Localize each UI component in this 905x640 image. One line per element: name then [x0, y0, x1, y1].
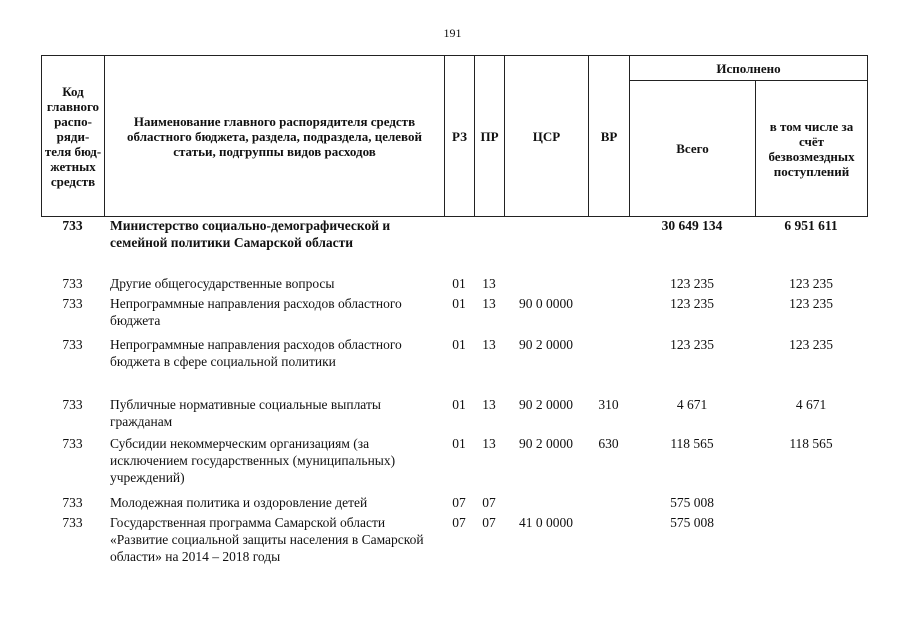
row-pr: 13	[482, 276, 496, 291]
table-body	[41, 217, 867, 569]
row-pr: 07	[482, 495, 496, 510]
header-vr: ВР	[589, 56, 630, 217]
row-code: 733	[62, 436, 83, 451]
row-code: 733	[62, 276, 83, 291]
row-total: 123 235	[670, 337, 714, 352]
header-name: Наименование главного распорядителя средств областного бюджета, раздела, подраздела, целевой статьи, подгруппы видов расходов	[105, 56, 445, 217]
header-executed: Исполнено	[630, 56, 868, 81]
row-rz: 01	[452, 337, 466, 352]
row-csr	[504, 275, 588, 295]
table-row	[41, 295, 867, 336]
row-gratuitous: 118 565	[789, 436, 833, 451]
row-total: 123 235	[670, 276, 714, 291]
row-name: Субсидии некоммерческим организациям (за исключением государственных (муниципальных) учреждений)	[110, 436, 396, 485]
row-rz: 07	[452, 495, 466, 510]
row-code: 733	[62, 397, 83, 412]
table-row	[41, 494, 867, 514]
table-row	[41, 514, 867, 569]
row-code: 733	[62, 495, 83, 510]
row-pr: 13	[482, 296, 496, 311]
row-vr	[588, 295, 629, 336]
table-row	[41, 336, 867, 396]
row-code: 733	[62, 337, 83, 352]
row-csr: 41 0 0000	[519, 515, 573, 530]
row-rz: 01	[452, 276, 466, 291]
row-csr: 90 2 0000	[519, 397, 573, 412]
page-number: 191	[443, 26, 462, 40]
row-gratuitous	[755, 514, 867, 569]
row-gratuitous: 123 235	[789, 276, 833, 291]
row-total: 575 008	[670, 515, 714, 530]
row-total: 4 671	[676, 397, 708, 412]
row-name: Министерство социально-демографической и семейной политики Самарской области	[110, 218, 391, 250]
row-total: 118 565	[670, 436, 714, 451]
row-code: 733	[62, 515, 83, 530]
row-name: Непрограммные направления расходов областного бюджета в сфере социальной политики	[110, 337, 402, 369]
row-name: Государственная программа Самарской области «Развитие социальной защиты населения в Самарской области» на 2014 – 2018 годы	[110, 515, 424, 564]
header-csr: ЦСР	[505, 56, 589, 217]
row-total: 575 008	[670, 495, 714, 510]
table-row	[41, 435, 867, 494]
row-vr	[588, 217, 629, 275]
row-csr	[504, 494, 588, 514]
table-row	[41, 396, 867, 435]
row-csr: 90 2 0000	[519, 436, 573, 451]
header-total: Всего	[630, 81, 756, 217]
row-code: 733	[62, 218, 83, 233]
row-gratuitous: 6 951 611	[784, 218, 838, 233]
row-pr: 13	[482, 337, 496, 352]
row-pr: 13	[482, 436, 496, 451]
row-pr	[474, 217, 504, 275]
row-csr	[504, 217, 588, 275]
row-vr: 630	[598, 436, 619, 451]
row-vr	[588, 514, 629, 569]
header-code: Код главного распо-ряди-теля бюд-жетных средств	[42, 56, 105, 217]
row-vr	[588, 275, 629, 295]
row-vr: 310	[598, 397, 619, 412]
row-pr: 07	[482, 515, 496, 530]
row-name: Молодежная политика и оздоровление детей	[110, 495, 368, 510]
row-gratuitous: 4 671	[795, 397, 827, 412]
table-row	[41, 217, 867, 275]
row-rz	[444, 217, 474, 275]
row-rz: 01	[452, 436, 466, 451]
row-rz: 01	[452, 296, 466, 311]
table-header	[41, 55, 868, 217]
row-total: 123 235	[670, 296, 714, 311]
row-name: Непрограммные направления расходов областного бюджета	[110, 296, 402, 328]
row-vr	[588, 336, 629, 396]
row-code: 733	[62, 296, 83, 311]
row-vr	[588, 494, 629, 514]
table-row	[41, 275, 867, 295]
header-rz: РЗ	[445, 56, 475, 217]
row-rz: 07	[452, 515, 466, 530]
row-name: Публичные нормативные социальные выплаты гражданам	[110, 397, 381, 429]
row-gratuitous	[755, 494, 867, 514]
row-csr: 90 2 0000	[519, 337, 573, 352]
row-total: 30 649 134	[661, 218, 723, 233]
row-name: Другие общегосударственные вопросы	[110, 276, 335, 291]
row-pr: 13	[482, 397, 496, 412]
row-csr: 90 0 0000	[519, 296, 573, 311]
row-gratuitous: 123 235	[789, 296, 833, 311]
row-gratuitous: 123 235	[789, 337, 833, 352]
header-gratuitous: в том числе за счёт безвозмездных поступлений	[756, 81, 868, 217]
header-pr: ПР	[475, 56, 505, 217]
row-rz: 01	[452, 397, 466, 412]
